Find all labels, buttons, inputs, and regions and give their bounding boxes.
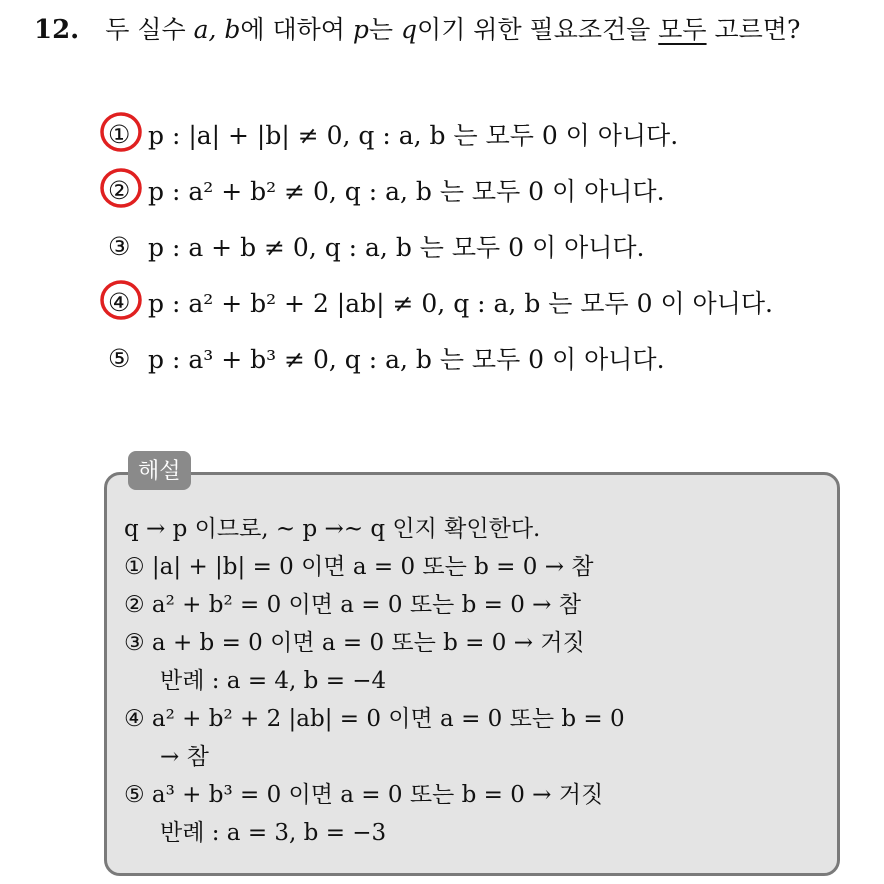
choice-text: p : a² + b² ≠ 0, q : a, b 는 모두 0 이 아니다.	[148, 177, 665, 206]
solution-line: ④ a² + b² + 2 |ab| = 0 이면 a = 0 또는 b = 0	[124, 706, 625, 732]
solution-line: ⑤ a³ + b³ = 0 이면 a = 0 또는 b = 0 → 거짓	[124, 782, 604, 808]
solution-line: ③ a + b = 0 이면 a = 0 또는 b = 0 → 거짓	[124, 630, 585, 656]
problem-statement	[34, 10, 800, 46]
choice-3[interactable]	[108, 218, 773, 274]
choice-number: ③	[108, 231, 131, 261]
solution-line: ① |a| + |b| = 0 이면 a = 0 또는 b = 0 → 참	[124, 554, 594, 580]
choice-5[interactable]	[108, 330, 773, 386]
choice-number: ①	[108, 119, 131, 149]
choice-list	[108, 106, 773, 386]
stem-p: p	[352, 15, 369, 44]
solution-text	[124, 510, 625, 852]
choice-number: ④	[108, 287, 131, 317]
choice-4[interactable]	[108, 274, 773, 330]
choice-text: p : |a| + |b| ≠ 0, q : a, b 는 모두 0 이 아니다.	[148, 121, 679, 150]
solution-label: 해설	[128, 451, 191, 490]
counterexample-line: 반례 : a = 3, b = −3	[160, 820, 387, 846]
solution-line: ② a² + b² = 0 이면 a = 0 또는 b = 0 → 참	[124, 592, 581, 618]
red-circle-mark-2	[99, 166, 145, 210]
choice-number: ②	[108, 175, 131, 205]
counterexample-line: 반례 : a = 4, b = −4	[160, 668, 387, 694]
choice-text: p : a + b ≠ 0, q : a, b 는 모두 0 이 아니다.	[148, 233, 645, 262]
stem-end: 고르면?	[706, 15, 801, 44]
problem-number: 12.	[34, 15, 80, 45]
red-circle-mark-1	[99, 110, 145, 154]
choice-number: ⑤	[108, 343, 131, 373]
choice-text: p : a³ + b³ ≠ 0, q : a, b 는 모두 0 이 아니다.	[148, 345, 665, 374]
choice-2[interactable]	[108, 162, 773, 218]
stem-underlined: 모두	[658, 15, 707, 44]
red-circle-mark-4	[99, 278, 145, 322]
solution-line: → 참	[160, 744, 209, 770]
stem-middle: 에 대하여	[240, 15, 353, 44]
stem-before: 두 실수	[105, 15, 194, 44]
stem-vars: a, b	[193, 15, 241, 44]
choice-text: p : a² + b² + 2 |ab| ≠ 0, q : a, b 는 모두 0 이 아니다.	[148, 289, 773, 318]
choice-1[interactable]	[108, 106, 773, 162]
stem-q: q	[401, 15, 418, 44]
stem-is: 는	[368, 15, 402, 44]
stem-after: 이기 위한 필요조건을	[417, 15, 659, 44]
solution-line: q → p 이므로, ~ p →~ q 인지 확인한다.	[124, 516, 541, 542]
